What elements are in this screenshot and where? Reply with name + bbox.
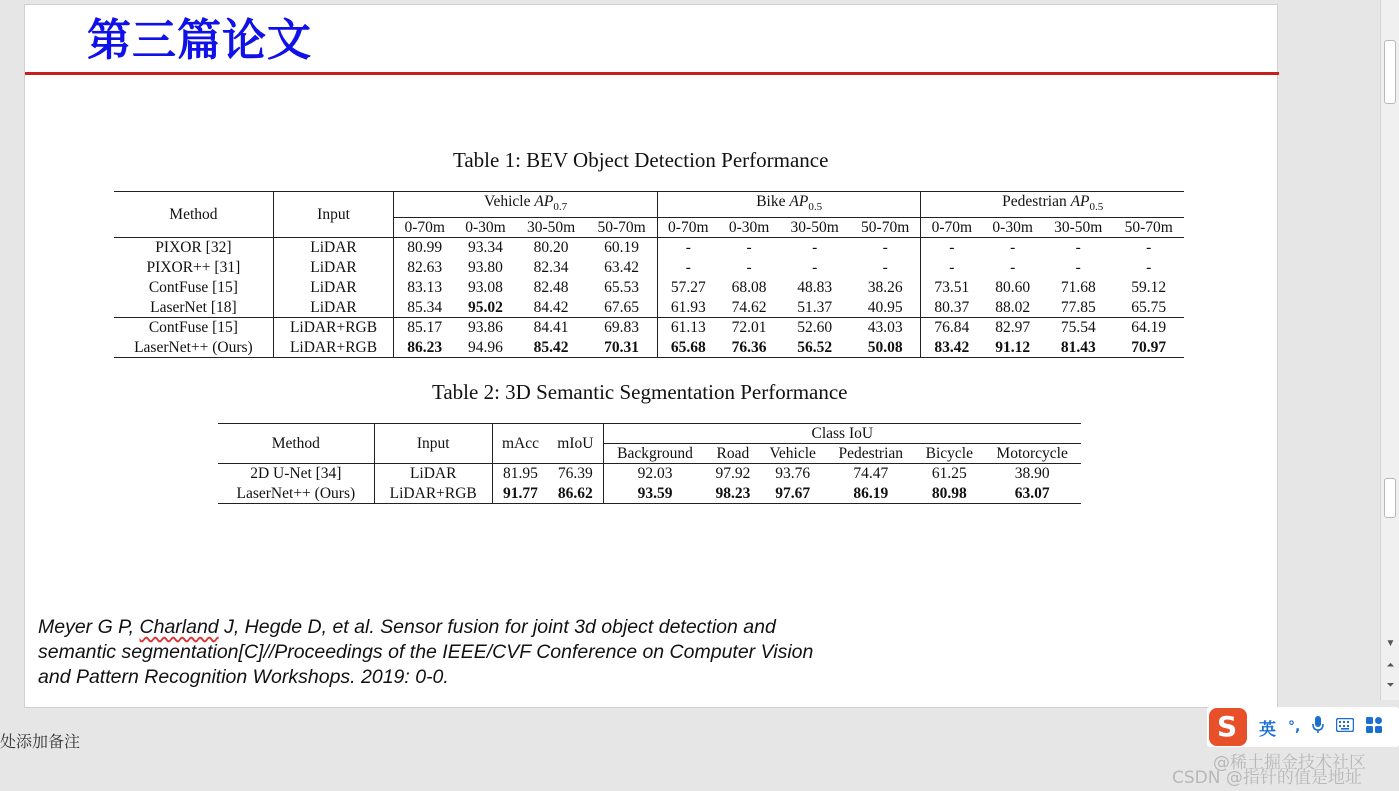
cell-value: 65.75 bbox=[1131, 298, 1167, 316]
citation-line1-start: Meyer G P, bbox=[38, 616, 140, 638]
cell-value: 43.03 bbox=[850, 318, 921, 338]
previous-slide-icon[interactable]: ⏶ bbox=[1386, 660, 1395, 671]
header-range: 0-70m bbox=[657, 218, 718, 238]
cell-value: 69.83 bbox=[586, 318, 657, 338]
cell-value: 63.42 bbox=[586, 258, 657, 278]
cell-value: 82.63 bbox=[407, 259, 443, 277]
group-name: Vehicle bbox=[484, 193, 531, 210]
cell-value: 73.51 bbox=[934, 279, 970, 297]
header-range: 50-70m bbox=[586, 218, 657, 238]
ime-language-toggle[interactable]: 英 bbox=[1259, 719, 1276, 740]
cell-value: 56.52 bbox=[779, 338, 849, 358]
header-group bbox=[657, 192, 921, 218]
cell-value: 75.54 bbox=[1043, 318, 1113, 338]
row-method: ContFuse [15] bbox=[114, 318, 273, 338]
cell-value: - bbox=[685, 239, 691, 257]
header-class: Bicycle bbox=[915, 444, 983, 464]
row-method: LaserNet++ (Ours) bbox=[114, 338, 273, 358]
header-range: 30-50m bbox=[1043, 218, 1113, 238]
row-input: LiDAR bbox=[374, 464, 492, 484]
table-row bbox=[218, 464, 1081, 484]
row-input: LiDAR bbox=[273, 258, 393, 278]
cell-value: 82.48 bbox=[533, 279, 569, 297]
header-group bbox=[394, 192, 658, 218]
group-metric-sub: 0.7 bbox=[553, 201, 568, 214]
cell-value: 93.86 bbox=[455, 318, 516, 338]
cell-value: 80.60 bbox=[995, 279, 1031, 297]
scroll-down-arrow-icon[interactable]: ▼ bbox=[1385, 638, 1396, 649]
cell-value: 81.95 bbox=[503, 465, 538, 483]
header-input: Input bbox=[374, 424, 492, 464]
row-method: PIXOR [32] bbox=[114, 238, 273, 258]
cell-value: - bbox=[746, 239, 752, 257]
cell-value: 61.13 bbox=[657, 318, 718, 338]
cell-value: 74.47 bbox=[853, 465, 889, 483]
cell-value: 51.37 bbox=[797, 298, 833, 316]
cell-value: 76.84 bbox=[921, 318, 982, 338]
cell-value: - bbox=[1146, 259, 1152, 277]
next-slide-icon[interactable]: ⏷ bbox=[1386, 680, 1395, 691]
spellcheck-word: Charland bbox=[139, 616, 219, 638]
cell-value: 68.08 bbox=[731, 279, 767, 297]
csdn-watermark: CSDN @指针的值是地址 bbox=[1172, 768, 1362, 788]
ime-punctuation-toggle[interactable]: °, bbox=[1288, 719, 1301, 735]
cell-value: 61.93 bbox=[670, 298, 706, 316]
cell-value: 82.97 bbox=[982, 318, 1043, 338]
cell-value: 88.02 bbox=[995, 298, 1031, 316]
cell-value: 93.08 bbox=[468, 279, 503, 297]
row-method: LaserNet++ (Ours) bbox=[218, 484, 374, 504]
cell-value: 40.95 bbox=[850, 298, 921, 318]
cell-value: 38.26 bbox=[850, 278, 921, 298]
table-bev-detection bbox=[114, 191, 1184, 358]
cell-value: 74.62 bbox=[731, 298, 767, 316]
cell-value: - bbox=[949, 239, 955, 257]
row-method: PIXOR++ [31] bbox=[114, 258, 273, 278]
header-class-iou: Class IoU bbox=[603, 424, 1081, 444]
slide-canvas[interactable] bbox=[24, 4, 1278, 708]
cell-value: 86.23 bbox=[394, 338, 455, 358]
cell-value: 71.68 bbox=[1060, 279, 1096, 297]
vertical-scrollbar[interactable] bbox=[1380, 0, 1399, 700]
row-input: LiDAR bbox=[273, 298, 393, 318]
cell-value: 93.76 bbox=[775, 465, 811, 483]
cell-value: - bbox=[949, 259, 955, 277]
header-method: Method bbox=[218, 424, 374, 464]
cell-value: 93.34 bbox=[468, 239, 503, 257]
cell-value: 82.34 bbox=[533, 259, 569, 277]
scrollbar-thumb[interactable] bbox=[1384, 40, 1396, 104]
citation-line3: and Pattern Recognition Workshops. 2019: 0-0. bbox=[38, 666, 449, 688]
header-range: 50-70m bbox=[850, 218, 921, 238]
group-metric-sub: 0.5 bbox=[1089, 201, 1104, 214]
cell-value: 81.43 bbox=[1043, 338, 1113, 358]
juejin-watermark: @稀土掘金技术社区 bbox=[1213, 753, 1366, 773]
cell-value: 50.08 bbox=[850, 338, 921, 358]
cell-value: 70.97 bbox=[1113, 338, 1184, 358]
cell-value: 72.01 bbox=[719, 318, 780, 338]
cell-value: 85.42 bbox=[516, 338, 586, 358]
cell-value: 80.20 bbox=[533, 239, 569, 257]
group-metric-sub: 0.5 bbox=[808, 201, 823, 214]
cell-value: 77.85 bbox=[1060, 298, 1096, 316]
cell-value: 80.99 bbox=[407, 239, 443, 257]
table-semantic-segmentation bbox=[218, 423, 1081, 504]
scrollbar-thumb-secondary[interactable] bbox=[1384, 478, 1396, 518]
cell-value: 84.41 bbox=[516, 318, 586, 338]
table-row bbox=[218, 484, 1081, 504]
group-metric: AP bbox=[1070, 193, 1090, 210]
cell-value: 93.80 bbox=[468, 259, 503, 277]
cell-value: 38.90 bbox=[1014, 465, 1050, 483]
cell-value: 97.92 bbox=[715, 465, 751, 483]
cell-value: 65.68 bbox=[657, 338, 718, 358]
cell-value: 83.42 bbox=[921, 338, 982, 358]
title-divider bbox=[25, 72, 1279, 75]
header-range: 30-50m bbox=[516, 218, 586, 238]
cell-value: 91.12 bbox=[982, 338, 1043, 358]
cell-value: 48.83 bbox=[797, 279, 833, 297]
cell-value: 86.62 bbox=[548, 484, 603, 504]
cell-value: 59.12 bbox=[1131, 279, 1167, 297]
row-input: LiDAR+RGB bbox=[273, 318, 393, 338]
cell-value: 97.67 bbox=[759, 484, 826, 504]
row-method: ContFuse [15] bbox=[114, 278, 273, 298]
cell-value: 67.65 bbox=[586, 298, 657, 318]
cell-value: 85.17 bbox=[394, 318, 455, 338]
cell-value: - bbox=[1075, 259, 1081, 277]
header-group bbox=[921, 192, 1184, 218]
cell-value: - bbox=[850, 238, 921, 258]
header-range: 0-70m bbox=[394, 218, 455, 238]
header-range: 0-30m bbox=[982, 218, 1043, 238]
header-class: Road bbox=[707, 444, 760, 464]
cell-value: 64.19 bbox=[1113, 318, 1184, 338]
header-class: Pedestrian bbox=[826, 444, 915, 464]
cell-value: - bbox=[812, 259, 818, 277]
keyboard-icon[interactable] bbox=[1336, 717, 1354, 737]
table-row bbox=[114, 278, 1184, 298]
cell-value: 80.37 bbox=[934, 298, 970, 316]
header-class: Vehicle bbox=[759, 444, 826, 464]
slide-title[interactable]: 第三篇论文 bbox=[87, 15, 312, 66]
cell-value: 80.98 bbox=[915, 484, 983, 504]
header-macc: mAcc bbox=[492, 424, 548, 464]
cell-value: 91.77 bbox=[492, 484, 548, 504]
cell-value: 95.02 bbox=[468, 298, 503, 316]
cell-value: 92.03 bbox=[637, 465, 673, 483]
cell-value: 94.96 bbox=[455, 338, 516, 358]
cell-value: 86.19 bbox=[826, 484, 915, 504]
notes-pane[interactable]: 处添加备注 bbox=[0, 732, 81, 751]
sogou-logo-icon[interactable] bbox=[1209, 708, 1247, 746]
cell-value: - bbox=[1010, 259, 1016, 277]
cell-value: - bbox=[1146, 239, 1152, 257]
row-method: 2D U-Net [34] bbox=[218, 464, 374, 484]
cell-value: 65.53 bbox=[586, 278, 657, 298]
table2-caption: Table 2: 3D Semantic Segmentation Performance bbox=[432, 380, 848, 404]
ime-toolbar[interactable] bbox=[1207, 707, 1399, 747]
cell-value: 61.25 bbox=[931, 465, 967, 483]
cell-value: 84.42 bbox=[533, 298, 569, 316]
cell-value: 60.19 bbox=[586, 238, 657, 258]
cell-value: 76.39 bbox=[548, 464, 603, 484]
cell-value: - bbox=[812, 239, 818, 257]
cell-value: 52.60 bbox=[779, 318, 849, 338]
row-input: LiDAR+RGB bbox=[374, 484, 492, 504]
cell-value: 93.59 bbox=[603, 484, 707, 504]
cell-value: 70.31 bbox=[586, 338, 657, 358]
group-metric: AP bbox=[789, 193, 809, 210]
cell-value: - bbox=[1010, 239, 1016, 257]
cell-value: 98.23 bbox=[707, 484, 760, 504]
header-range: 0-30m bbox=[455, 218, 516, 238]
header-range: 0-30m bbox=[719, 218, 780, 238]
citation-text[interactable] bbox=[38, 615, 813, 690]
header-method: Method bbox=[114, 192, 273, 238]
cell-value: 76.36 bbox=[719, 338, 780, 358]
table-row bbox=[114, 298, 1184, 318]
header-input: Input bbox=[273, 192, 393, 238]
citation-line2: semantic segmentation[C]//Proceedings of the IEEE/CVF Conference on Computer Vision bbox=[38, 641, 814, 663]
group-name: Bike bbox=[756, 193, 786, 210]
cell-value: - bbox=[746, 259, 752, 277]
table1-caption: Table 1: BEV Object Detection Performance bbox=[453, 148, 829, 172]
cell-value: 63.07 bbox=[983, 484, 1081, 504]
table-row bbox=[114, 318, 1184, 338]
header-range: 50-70m bbox=[1113, 218, 1184, 238]
row-input: LiDAR bbox=[273, 278, 393, 298]
table-row bbox=[114, 238, 1184, 258]
row-input: LiDAR bbox=[273, 238, 393, 258]
cell-value: 83.13 bbox=[407, 279, 443, 297]
table-row bbox=[114, 258, 1184, 278]
citation-line1-end: J, Hegde D, et al. Sensor fusion for joint 3d object detection and bbox=[218, 616, 776, 638]
microphone-icon[interactable] bbox=[1312, 716, 1324, 739]
grid-icon[interactable] bbox=[1366, 717, 1382, 738]
cell-value: - bbox=[850, 258, 921, 278]
cell-value: - bbox=[1075, 239, 1081, 257]
cell-value: - bbox=[685, 259, 691, 277]
header-class: Background bbox=[603, 444, 707, 464]
cell-value: 57.27 bbox=[670, 279, 706, 297]
header-range: 30-50m bbox=[779, 218, 849, 238]
header-range: 0-70m bbox=[921, 218, 982, 238]
group-name: Pedestrian bbox=[1002, 193, 1067, 210]
group-metric: AP bbox=[534, 193, 554, 210]
header-miou: mIoU bbox=[548, 424, 603, 464]
header-class: Motorcycle bbox=[983, 444, 1081, 464]
cell-value: 85.34 bbox=[407, 298, 443, 316]
ime-logo-letter: S bbox=[1217, 710, 1238, 743]
row-input: LiDAR+RGB bbox=[273, 338, 393, 358]
table-row bbox=[114, 338, 1184, 358]
row-method: LaserNet [18] bbox=[114, 298, 273, 318]
